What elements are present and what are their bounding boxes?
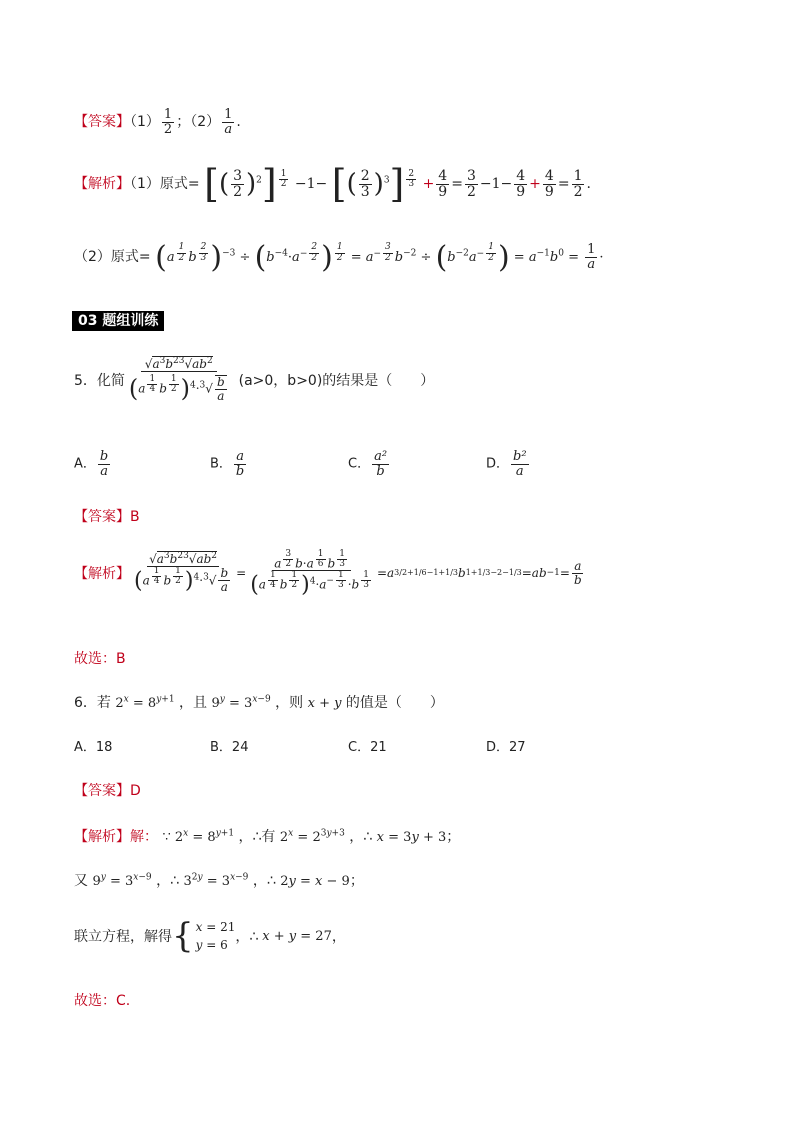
q5-option-a[interactable]: A． $\frac{b}{a}$ — [74, 449, 109, 479]
q4-answer-part1: （1） — [130, 114, 160, 131]
q5-option-d[interactable]: D． $\frac{\text{b²}}{a}$ — [486, 449, 527, 479]
q6-number: 6．若 — [74, 695, 111, 711]
original-expression-label: 原式= — [159, 176, 200, 192]
q5-answer-line: 【答案】B — [74, 509, 140, 525]
section-badge: 03 题组训练 — [72, 310, 164, 330]
q5-choose-line: 故选：B — [74, 651, 126, 667]
q4-answer-fraction-2: $\frac{1}{a}$ — [224, 107, 233, 137]
q4-answer-fraction-1: $\frac{1}{2}$ — [163, 107, 173, 137]
q6-choose: C. — [116, 993, 131, 1009]
q4-answer-line: 【答案】（1） $\frac{1}{2}$ ；（2） $\frac{1}{a}$ . — [74, 107, 241, 137]
q6-choose-line: 故选：C. — [74, 993, 131, 1009]
q6-analysis-step2: 又 $9^y = 3^{x-9}$ ，∴ $3^{2y} = 3^{x-9}$ ，∴ 2y = x − 9； — [74, 872, 364, 889]
analysis-label: 【解析】 — [74, 176, 130, 192]
q6-option-d[interactable]: D．27 — [486, 740, 526, 755]
q4-answer-part2: ；（2） — [176, 114, 221, 131]
q5-choose: B — [116, 651, 126, 667]
q4-analysis-1-formula: [( $\frac{3}{2}$ )$^2$] $^{\frac{1}{2}}$ −1− [( $\frac{2}{3}$ )$^3$] $^{\frac{2}{3}}$ + $\frac{4}{9}$ = $\frac{3}{2}$ −1− $\frac{4}{9}$ + $\frac{4}{9}$ = $\frac{1}{2}$ . — [204, 162, 591, 206]
q6-option-c[interactable]: C．21 — [348, 740, 387, 755]
q5-number: 5．化简 — [74, 373, 125, 390]
q4-analysis-line-1: 【解析】（1）原式= [( $\frac{3}{2}$ )$^2$] $^{\frac{1}{2}}$ −1− [( $\frac{2}{3}$ )$^3$] $^{\frac{2}{3}}$ + $\frac{4}{9}$ = $\frac{3}{2}$ −1− $\frac{4}{9}$ + $\frac{4}{9}$ = $\frac{1}{2}$ . — [74, 162, 591, 206]
q6-analysis-step3: 联立方程，解得 { x = 21 y = 6 ，∴ x + y = 27 ， — [74, 916, 346, 956]
q5-expression: $√a^3b^{23}√ab^2$ (a $^{\frac{1}{4}}$ b $^{\frac{1}{2}}$ )$^4$·$^3$√ $\frac{b}{a}$ — [128, 356, 225, 403]
q6-answer-line: 【答案】D — [74, 783, 141, 799]
q5-condition: (a>0，b>0)的结果是（ ） — [238, 373, 435, 390]
q5-question — [74, 358, 434, 402]
q4-analysis-line-2: （2）原式= (a $^{\frac{1}{2}}$ b $^{\frac{2}{3}}$ )$^{-3} \div (b^{-4}\cdot a^{- \frac{2}{2}}$ ) $^{\frac{1}{2}}$ = $a^{- \frac{3}{2}}$ $b^{-2} \div (b^{-2}a^{- \frac{1}{2}}$ ) = $a^{-1}b^0$ = $\frac{1}{a}$ · — [74, 240, 604, 275]
q6-option-a[interactable]: A．18 — [74, 740, 113, 755]
q5-option-c[interactable]: C． $\frac{\text{a²}}{b}$ — [348, 449, 388, 479]
q6-question: 6．若 $2^x = 8^{y+1}$ ，且 $9^y = 3^{x-9}$ ，则 x + y 的值是（ ） — [74, 694, 444, 711]
q5-analysis-formula: $√a^3b^{23}√ab^2$ (a $^{\frac{1}{4}}$ b $^{\frac{1}{2}}$ )$^4$·$^3$√ $\frac{b}{a}$ = a $^{\frac{3}{2}}$ b·a $^{\frac{1}{6}}$ b $^{\frac{1}{3}}$ (a $^{\frac{1}{4}}$ b $^{\frac{1}{2}}$ )$^4\cdot a^{- \frac{1}{3}}$ ·b $^{\frac{1}{3}}$ = a 3/2+1/6−1+1/3 b 1+1/3−2−1/3 = ab −1 = $\frac{a}{b}$ — [134, 549, 582, 598]
q6-answer: D — [130, 783, 141, 799]
q5-analysis-line: 【解析】 $√a^3b^{23}√ab^2$ (a $^{\frac{1}{4}}$ b $^{\frac{1}{2}}$ )$^4$·$^3$√ $\frac{b}{a}$ = a $^{\frac{3}{2}}$ b·a $^{\frac{1}{6}}$ b $^{\frac{1}{3}}$ (a $^{\frac{1}{4}}$ b $^{\frac{1}{2}}$ )$^4\cdot a^{- \frac{1}{3}}$ ·b $^{\frac{1}{3}}$ = a 3/2+1/6−1+1/3 b 1+1/3−2−1/3 = ab −1 = $\frac{a}{b}$ — [74, 550, 586, 597]
answer-label: 【答案】 — [74, 114, 130, 131]
q4-analysis-2-formula: (a $^{\frac{1}{2}}$ b $^{\frac{2}{3}}$ )$^{-3} \div (b^{-4}\cdot a^{- \frac{2}{2}}$ ) $^{\frac{1}{2}}$ = $a^{- \frac{3}{2}}$ $b^{-2} \div (b^{-2}a^{- \frac{1}{2}}$ ) = $a^{-1}b^0$ = $\frac{1}{a}$ · — [155, 240, 604, 275]
q5-answer: B — [130, 509, 140, 525]
q6-analysis-step1: 【解析】解： ∵ $2^x = 8^{y+1}$ ，∴有 $2^x = 2^{3y+3}$ ，∴ x = 3y + 3； — [74, 828, 461, 845]
q6-option-b[interactable]: B．24 — [210, 740, 249, 755]
q5-option-b[interactable]: B． $\frac{a}{b}$ — [210, 449, 245, 479]
system-of-equations: { x = 21 y = 6 — [172, 916, 236, 956]
